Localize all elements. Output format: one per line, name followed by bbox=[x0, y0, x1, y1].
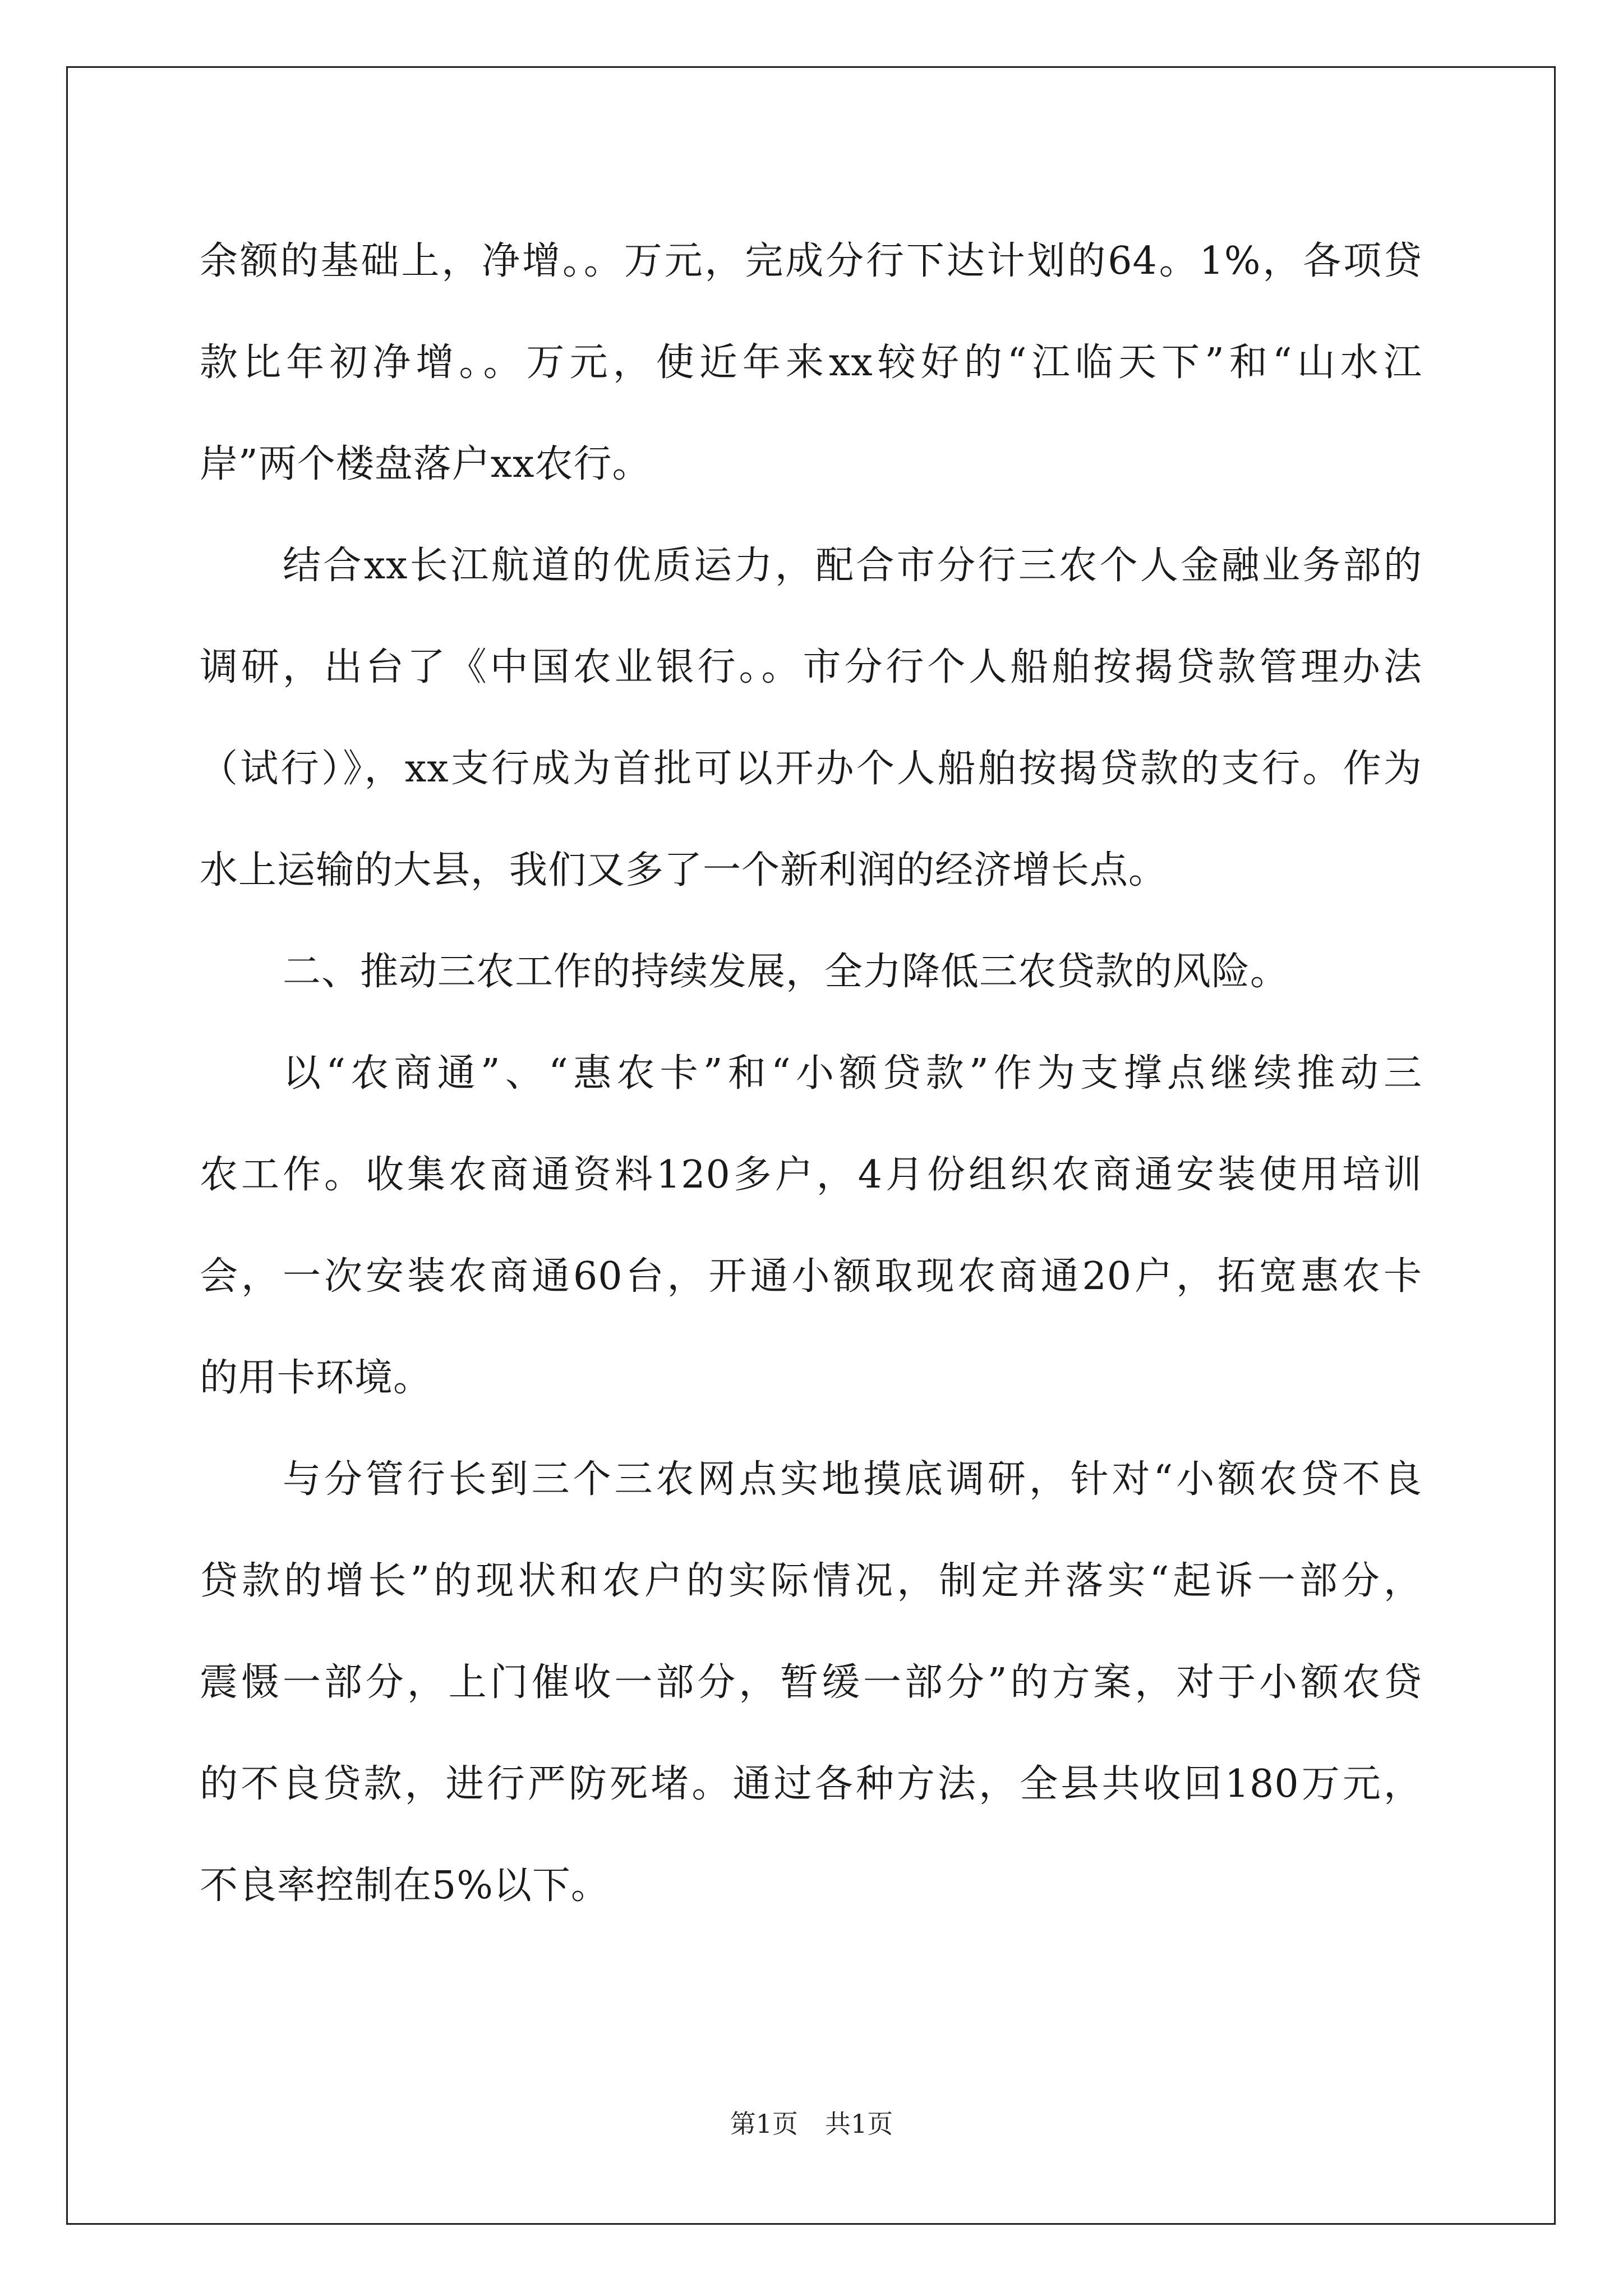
page-total: 共1页 bbox=[825, 2109, 893, 2139]
text-line: 二、推动三农工作的持续发展，全力降低三农贷款的风险。 bbox=[283, 950, 1289, 994]
text-line: 不良率控制在5%以下。 bbox=[200, 1864, 610, 1908]
text-line: 款比年初净增。。万元，使近年来xx较好的“江临天下”和“山水江 bbox=[200, 341, 1422, 385]
text-line: 会，一次安装农商通60台，开通小额取现农商通20户，拓宽惠农卡 bbox=[200, 1254, 1422, 1299]
text-line: 结合xx长江航道的优质运力，配合市分行三农个人金融业务部的 bbox=[283, 544, 1422, 588]
text-line: 岸”两个楼盘落户xx农行。 bbox=[200, 442, 651, 486]
document-body bbox=[200, 210, 1422, 1936]
text-line: 贷款的增长”的现状和农户的实际情况，制定并落实“起诉一部分， bbox=[200, 1559, 1422, 1603]
page-footer bbox=[0, 2104, 1623, 2141]
text-line: 以“农商通”、“惠农卡”和“小额贷款”作为支撑点继续推动三 bbox=[283, 1051, 1422, 1096]
text-line: （试行）》，xx支行成为首批可以开办个人船舶按揭贷款的支行。作为 bbox=[200, 747, 1422, 791]
text-line: 的用卡环境。 bbox=[200, 1356, 432, 1400]
text-line: 与分管行长到三个三农网点实地摸底调研，针对“小额农贷不良 bbox=[283, 1457, 1422, 1502]
section-heading bbox=[200, 921, 1422, 1023]
paragraph bbox=[200, 210, 1422, 515]
paragraph bbox=[200, 515, 1422, 921]
paragraph bbox=[200, 1023, 1422, 1429]
text-line: 的不良贷款，进行严防死堵。通过各种方法，全县共收回180万元， bbox=[200, 1762, 1422, 1806]
text-line: 调研，出台了《中国农业银行。。市分行个人船舶按揭贷款管理办法 bbox=[200, 645, 1422, 689]
paragraph bbox=[200, 1429, 1422, 1936]
text-line: 余额的基础上，净增。。万元，完成分行下达计划的64。1%，各项贷 bbox=[200, 239, 1422, 283]
text-line: 水上运输的大县，我们又多了一个新利润的经济增长点。 bbox=[200, 848, 1168, 892]
text-line: 震慑一部分，上门催收一部分，暂缓一部分”的方案，对于小额农贷 bbox=[200, 1660, 1422, 1705]
page-number: 第1页 bbox=[730, 2109, 798, 2139]
text-line: 农工作。收集农商通资料120多户，4月份组织农商通安装使用培训 bbox=[200, 1153, 1422, 1197]
